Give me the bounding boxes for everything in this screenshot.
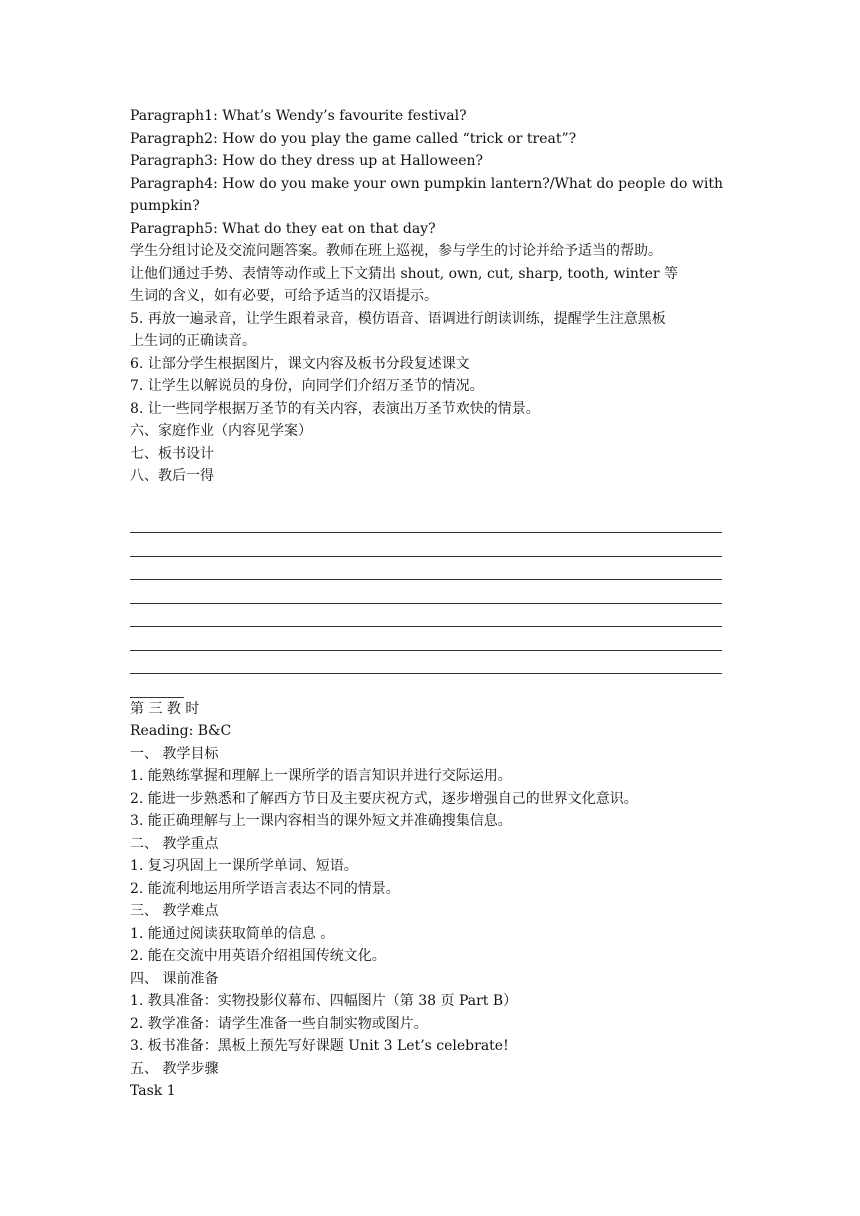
question-line-continued: pumpkin? <box>130 198 200 214</box>
step-line: 7. 让学生以解说员的身份，向同学们介绍万圣节的情况。 <box>130 378 484 394</box>
question-line: Paragraph4: How do you make your own pumpkin lantern?/What do people do with <box>130 175 723 192</box>
step-line: 5. 再放一遍录音，让学生跟着录音，模仿语音、语调进行朗读训练，提醒学生注意黑板 <box>130 310 666 327</box>
lesson-title: 第 三 教 时 <box>130 700 200 717</box>
paragraph-line: 学生分组讨论及交流问题答案。教师在班上巡视，参与学生的讨论并给予适当的帮助。 <box>130 243 662 259</box>
list-item: 3. 板书准备：黑板上预先写好课题 Unit 3 Let’s celebrate! <box>130 1038 509 1054</box>
lesson-subtitle: Reading: B&C <box>130 723 232 739</box>
section-heading: 三、 教学难点 <box>130 903 219 919</box>
section-heading: 六、家庭作业（内容见学案） <box>130 423 312 439</box>
step-line-continued: 上生词的正确读音。 <box>130 333 256 349</box>
step-line: 6. 让部分学生根据图片，课文内容及板书分段复述课文 <box>130 355 470 372</box>
blank-line <box>130 651 722 675</box>
blank-line <box>130 557 722 581</box>
section-heading: 七、板书设计 <box>130 445 214 462</box>
top-section <box>130 105 730 488</box>
blank-line <box>130 580 722 604</box>
list-item: 1. 教具准备：实物投影仪幕布、四幅图片（第 38 页 Part B） <box>130 993 518 1009</box>
list-item: 1. 能通过阅读获取简单的信息 。 <box>130 925 335 942</box>
list-item: 2. 能流利地运用所学语言表达不同的情景。 <box>130 880 400 897</box>
list-item: 1. 能熟练掌握和理解上一课所学的语言知识并进行交际运用。 <box>130 768 512 784</box>
question-line: Paragraph2: How do you play the game called “trick or treat”? <box>130 130 577 147</box>
blank-line <box>130 604 722 628</box>
list-item: 2. 能进一步熟悉和了解西方节日及主要庆祝方式，逐步增强自己的世界文化意识。 <box>130 790 638 807</box>
blank-line <box>130 510 722 534</box>
step-line: 8. 让一些同学根据万圣节的有关内容，表演出万圣节欢快的情景。 <box>130 400 540 417</box>
blank-line-end <box>130 674 184 698</box>
reflection-lines <box>130 510 730 698</box>
question-line: Paragraph1: What’s Wendy’s favourite festival? <box>130 108 467 124</box>
section-heading: 一、 教学目标 <box>130 745 219 762</box>
section-heading: 五、 教学步骤 <box>130 1060 219 1077</box>
blank-line <box>130 533 722 557</box>
bottom-section <box>130 698 730 1103</box>
blank-line <box>130 627 722 651</box>
section-heading: 二、 教学重点 <box>130 835 219 852</box>
list-item: 1. 复习巩固上一课所学单词、短语。 <box>130 858 358 874</box>
paragraph-line: 让他们通过手势、表情等动作或上下文猜出 shout, own, cut, sharp, tooth, winter 等 <box>130 265 678 282</box>
question-line: Paragraph3: How do they dress up at Halloween? <box>130 153 484 169</box>
section-heading: 八、教后一得 <box>130 468 214 484</box>
document-body <box>130 105 730 1103</box>
list-item: 2. 能在交流中用英语介绍祖国传统文化。 <box>130 948 386 964</box>
list-item: 2. 教学准备：请学生准备一些自制实物或图片。 <box>130 1015 428 1032</box>
section-heading: 四、 课前准备 <box>130 970 219 987</box>
task-label: Task 1 <box>130 1083 176 1099</box>
paragraph-line: 生词的含义，如有必要，可给予适当的汉语提示。 <box>130 288 438 304</box>
list-item: 3. 能正确理解与上一课内容相当的课外短文并准确搜集信息。 <box>130 813 512 829</box>
question-line: Paragraph5: What do they eat on that day? <box>130 220 436 237</box>
